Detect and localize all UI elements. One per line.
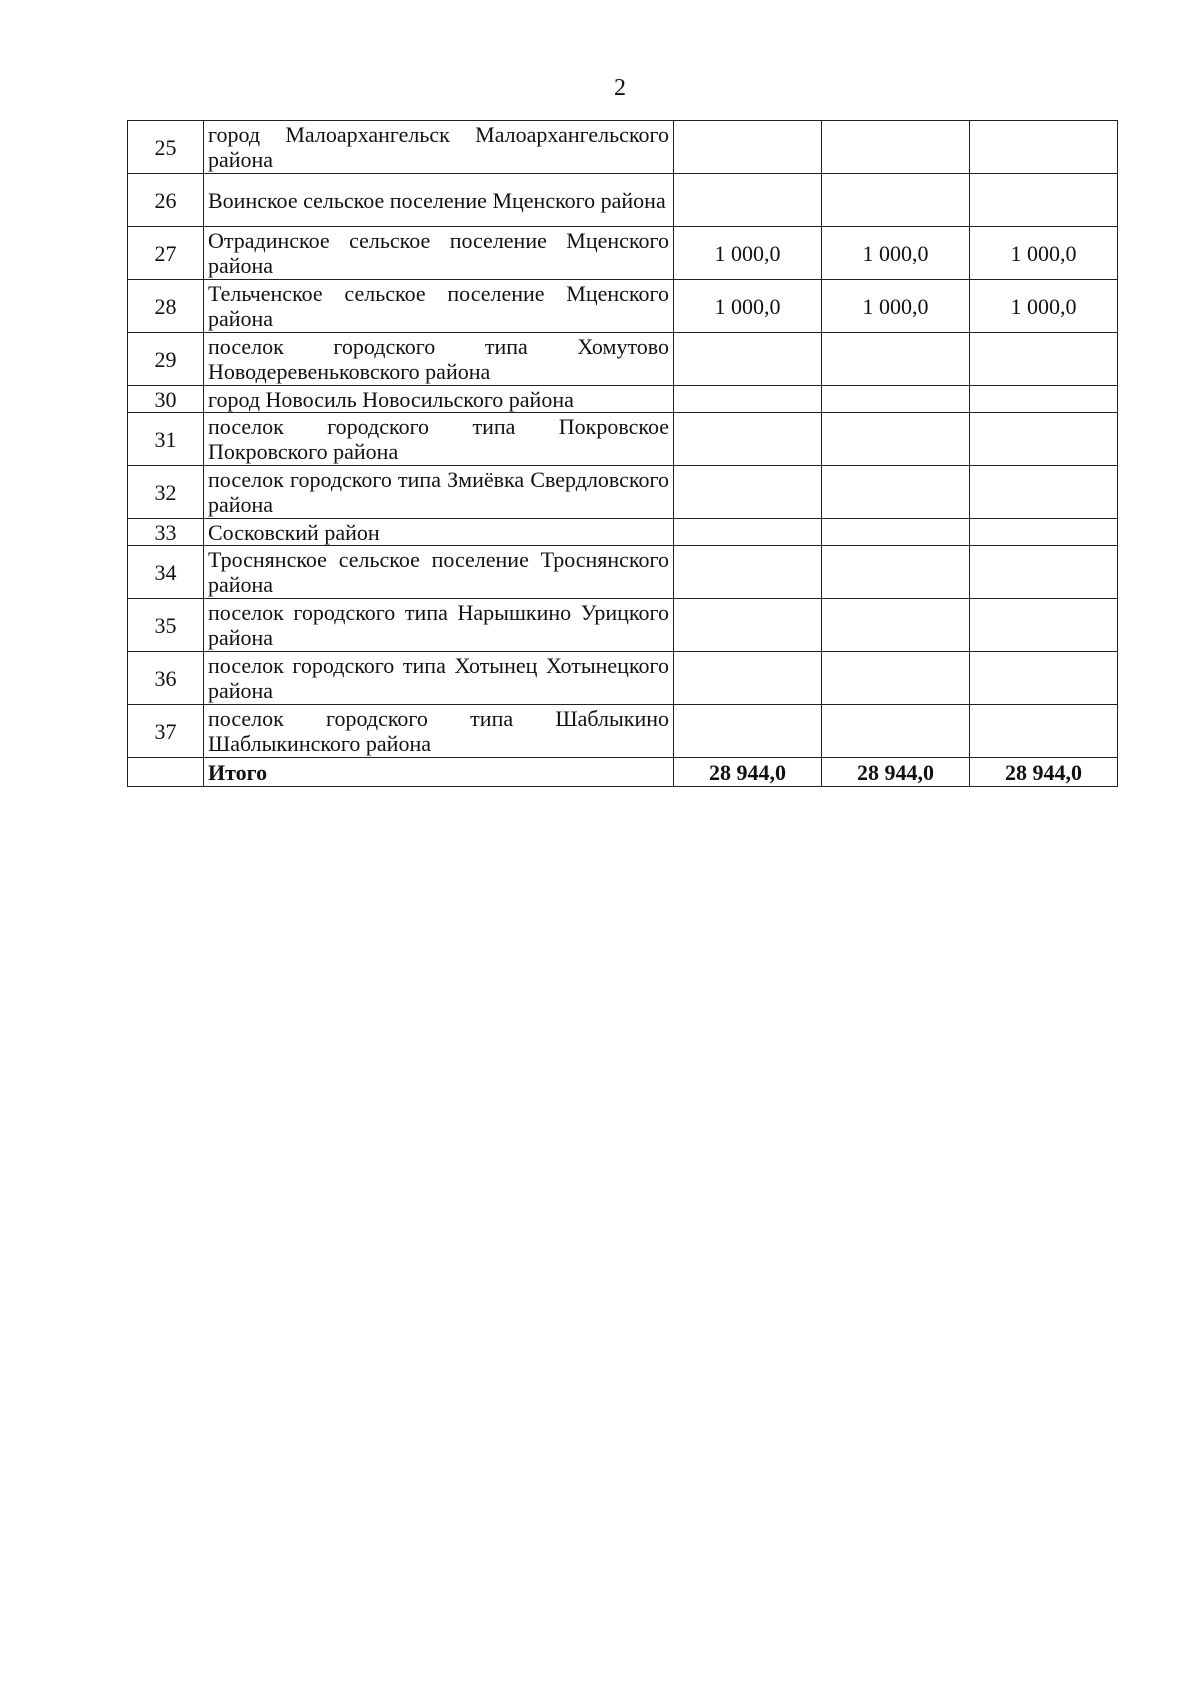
amount-year-3 (970, 121, 1118, 174)
amount-year-2 (822, 652, 970, 705)
total-year-1: 28 944,0 (674, 758, 822, 787)
amount-year-3: 1 000,0 (970, 227, 1118, 280)
row-number: 34 (128, 546, 204, 599)
total-year-2: 28 944,0 (822, 758, 970, 787)
table-row (128, 333, 1118, 386)
amount-year-2 (822, 705, 970, 758)
amount-year-3 (970, 466, 1118, 519)
row-number: 30 (128, 386, 204, 413)
table-row (128, 599, 1118, 652)
amount-year-3 (970, 652, 1118, 705)
table-row (128, 413, 1118, 466)
amount-year-1 (674, 599, 822, 652)
table-row (128, 121, 1118, 174)
row-number: 28 (128, 280, 204, 333)
table-row (128, 546, 1118, 599)
table-row (128, 227, 1118, 280)
amount-year-1 (674, 413, 822, 466)
row-number: 26 (128, 174, 204, 227)
amount-year-3: 1 000,0 (970, 280, 1118, 333)
table-row (128, 519, 1118, 546)
amount-year-1 (674, 333, 822, 386)
table-row (128, 466, 1118, 519)
amount-year-3 (970, 546, 1118, 599)
total-row-number (128, 758, 204, 787)
amount-year-1 (674, 705, 822, 758)
row-number: 27 (128, 227, 204, 280)
amount-year-1 (674, 386, 822, 413)
amount-year-3 (970, 599, 1118, 652)
total-label: Итого (204, 758, 674, 787)
amount-year-2 (822, 466, 970, 519)
municipality-name: Тельченское сельское поселение Мценского района (204, 280, 674, 333)
table-row (128, 705, 1118, 758)
row-number: 37 (128, 705, 204, 758)
municipality-name: Воинское сельское поселение Мценского района (204, 174, 674, 227)
amount-year-2: 1 000,0 (822, 280, 970, 333)
amount-year-2 (822, 386, 970, 413)
page-number: 2 (614, 75, 626, 101)
amount-year-1: 1 000,0 (674, 227, 822, 280)
amount-year-1 (674, 174, 822, 227)
municipality-name: поселок городского типа Хотынец Хотынецкого района (204, 652, 674, 705)
amount-year-3 (970, 333, 1118, 386)
budget-allocation-table (127, 120, 1118, 787)
amount-year-3 (970, 386, 1118, 413)
municipality-name: поселок городского типа Змиёвка Свердловского района (204, 466, 674, 519)
amount-year-3 (970, 705, 1118, 758)
row-number: 35 (128, 599, 204, 652)
amount-year-2 (822, 333, 970, 386)
municipality-name: Троснянское сельское поселение Троснянского района (204, 546, 674, 599)
amount-year-2 (822, 413, 970, 466)
amount-year-1 (674, 519, 822, 546)
municipality-name: поселок городского типа Хомутово Новодеревеньковского района (204, 333, 674, 386)
table-row (128, 280, 1118, 333)
amount-year-2 (822, 174, 970, 227)
amount-year-2 (822, 599, 970, 652)
municipality-name: город Новосиль Новосильского района (204, 386, 674, 413)
municipality-name: поселок городского типа Покровское Покровского района (204, 413, 674, 466)
amount-year-2: 1 000,0 (822, 227, 970, 280)
amount-year-2 (822, 546, 970, 599)
municipality-name: поселок городского типа Шаблыкино Шаблыкинского района (204, 705, 674, 758)
municipality-name: город Малоархангельск Малоархангельского района (204, 121, 674, 174)
total-year-3: 28 944,0 (970, 758, 1118, 787)
amount-year-1: 1 000,0 (674, 280, 822, 333)
municipality-name: Сосковский район (204, 519, 674, 546)
amount-year-2 (822, 121, 970, 174)
table-row (128, 652, 1118, 705)
table-row (128, 386, 1118, 413)
amount-year-1 (674, 121, 822, 174)
table-row (128, 174, 1118, 227)
row-number: 36 (128, 652, 204, 705)
municipality-name: Отрадинское сельское поселение Мценского района (204, 227, 674, 280)
row-number: 25 (128, 121, 204, 174)
row-number: 32 (128, 466, 204, 519)
amount-year-1 (674, 466, 822, 519)
total-row (128, 758, 1118, 787)
amount-year-2 (822, 519, 970, 546)
row-number: 29 (128, 333, 204, 386)
amount-year-1 (674, 652, 822, 705)
row-number: 33 (128, 519, 204, 546)
amount-year-3 (970, 519, 1118, 546)
amount-year-3 (970, 174, 1118, 227)
municipality-name: поселок городского типа Нарышкино Урицкого района (204, 599, 674, 652)
amount-year-1 (674, 546, 822, 599)
amount-year-3 (970, 413, 1118, 466)
row-number: 31 (128, 413, 204, 466)
